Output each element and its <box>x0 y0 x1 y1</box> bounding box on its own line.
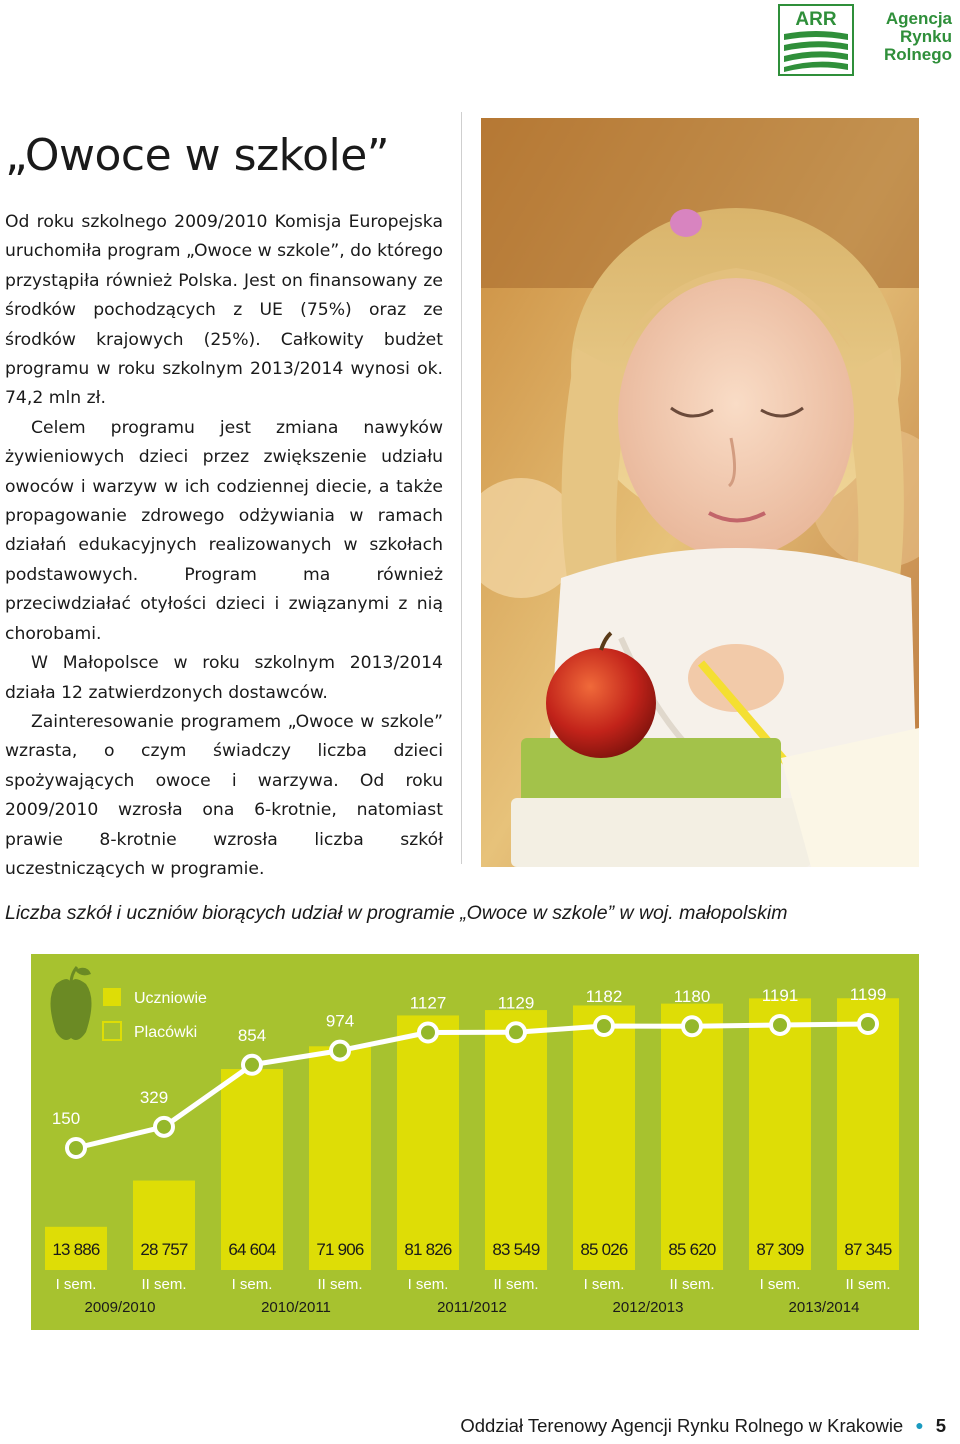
chart-caption: Liczba szkół i uczniów biorących udział w programie „Owoce w szkole” w woj. małopolskim <box>5 902 788 924</box>
bar-value-label: 85 026 <box>580 1240 628 1259</box>
bar-students <box>573 1005 635 1270</box>
schools-marker <box>155 1118 173 1136</box>
arr-logo-mark <box>778 4 854 76</box>
schools-value-label: 1199 <box>849 985 887 1004</box>
schools-marker <box>683 1017 701 1035</box>
bar-students <box>309 1046 371 1270</box>
article-body <box>5 208 443 884</box>
bar-value-label: 13 886 <box>52 1240 100 1259</box>
bar-students <box>749 998 811 1270</box>
combo-chart <box>31 954 919 1330</box>
logo-line-1: Agencja <box>885 9 952 28</box>
semester-label: II sem. <box>493 1276 539 1293</box>
paragraph-3: W Małopolsce w roku szkolnym 2013/2014 działa 12 zatwierdzonych dostawców. <box>5 653 443 703</box>
paragraph-4: Zainteresowanie programem „Owoce w szkole” wzrasta, o czym świadczy liczba dzieci spożywających owoce i warzywa. Od roku 2009/2010 wzrosła ona 6-krotnie, natomiast prawie 8-krotnie wzrosła liczba szkół uczestniczących w programie. <box>5 711 443 879</box>
bar-students <box>837 998 899 1270</box>
bar-value-label: 81 826 <box>404 1240 452 1259</box>
footer-bullet: ● <box>915 1417 924 1433</box>
semester-label: I sem. <box>55 1276 97 1293</box>
schools-marker <box>507 1023 525 1041</box>
semester-label: II sem. <box>845 1276 891 1293</box>
semester-label: II sem. <box>317 1276 363 1293</box>
footer-text: Oddział Terenowy Agencji Rynku Rolnego w Krakowie <box>460 1415 904 1436</box>
year-label: 2013/2014 <box>788 1299 860 1316</box>
schools-marker <box>419 1024 437 1042</box>
page-number: 5 <box>935 1415 946 1436</box>
schools-value-label: 1127 <box>409 993 447 1013</box>
logo-line-3: Rolnego <box>884 45 952 64</box>
semester-label: II sem. <box>141 1276 187 1293</box>
schools-value-label: 1180 <box>673 987 711 1007</box>
schools-value-label: 974 <box>325 1011 355 1031</box>
semester-label: II sem. <box>669 1276 715 1293</box>
schools-marker <box>859 1015 877 1033</box>
page-footer <box>460 1415 946 1437</box>
legend <box>103 988 207 1041</box>
bar-value-label: 28 757 <box>140 1240 188 1259</box>
legend-label-students: Uczniowie <box>134 990 207 1007</box>
schools-value-label: 150 <box>51 1109 81 1128</box>
bar-value-label: 71 906 <box>316 1240 364 1259</box>
bar-value-label: 85 620 <box>668 1240 716 1259</box>
semester-label: I sem. <box>407 1276 449 1293</box>
schools-marker <box>67 1139 85 1157</box>
bar-students <box>397 1015 459 1270</box>
year-label: 2009/2010 <box>84 1299 156 1316</box>
logo-text <box>860 10 952 64</box>
bar-students <box>485 1010 547 1270</box>
arr-logo <box>778 4 954 78</box>
bar-value-label: 87 309 <box>756 1240 804 1259</box>
schools-value-label: 1129 <box>497 993 535 1013</box>
semester-label: I sem. <box>759 1276 801 1293</box>
bar-value-label: 83 549 <box>492 1240 540 1259</box>
logo-abbr: ARR <box>795 9 837 30</box>
page-title: „Owoce w szkole” <box>5 130 390 181</box>
semester-label: I sem. <box>231 1276 273 1293</box>
bar-value-label: 64 604 <box>228 1240 276 1259</box>
bar-value-label: 87 345 <box>844 1240 892 1259</box>
schools-value-label: 329 <box>139 1087 169 1107</box>
legend-swatch-schools <box>103 1022 121 1040</box>
schools-marker <box>243 1056 261 1074</box>
schools-value-label: 854 <box>237 1025 267 1045</box>
legend-swatch-students <box>103 988 121 1006</box>
paragraph-1: Od roku szkolnego 2009/2010 Komisja Europejska uruchomiła program „Owoce w szkole”, do którego przystąpiła również Polska. Jest on finansowany ze środków pochodzących z UE (75%) oraz ze środków krajowych (25%). Całkowity budżet programu w roku szkolnym 2013/2014 wynosi ok. 74,2 mln zł. <box>5 212 443 409</box>
year-label: 2012/2013 <box>612 1299 684 1316</box>
girl-writing-photo <box>481 118 919 867</box>
schools-marker <box>771 1016 789 1034</box>
legend-label-schools: Placówki <box>134 1024 198 1041</box>
year-label: 2010/2011 <box>261 1299 331 1316</box>
column-divider <box>461 112 462 864</box>
semester-label: I sem. <box>583 1276 625 1293</box>
schools-marker <box>595 1017 613 1035</box>
schools-value-label: 1191 <box>761 985 799 1005</box>
bar-students <box>661 1004 723 1270</box>
paragraph-2: Celem programu jest zmiana nawyków żywieniowych dzieci przez zwiększenie udziału owoców i warzyw w ich codziennej diecie, a także propagowanie zdrowego odżywiania w ramach działań edukacyjnych realizowanych w szkołach podstawowych. Program ma również przeciwdziałać otyłości dzieci i związanymi z nią chorobami. <box>5 417 443 644</box>
schools-marker <box>331 1042 349 1060</box>
chart-panel <box>31 954 919 1330</box>
year-label: 2011/2012 <box>437 1299 507 1316</box>
apple-icon <box>51 967 92 1040</box>
logo-line-2: Rynku <box>900 27 952 46</box>
schools-value-label: 1182 <box>585 987 623 1007</box>
